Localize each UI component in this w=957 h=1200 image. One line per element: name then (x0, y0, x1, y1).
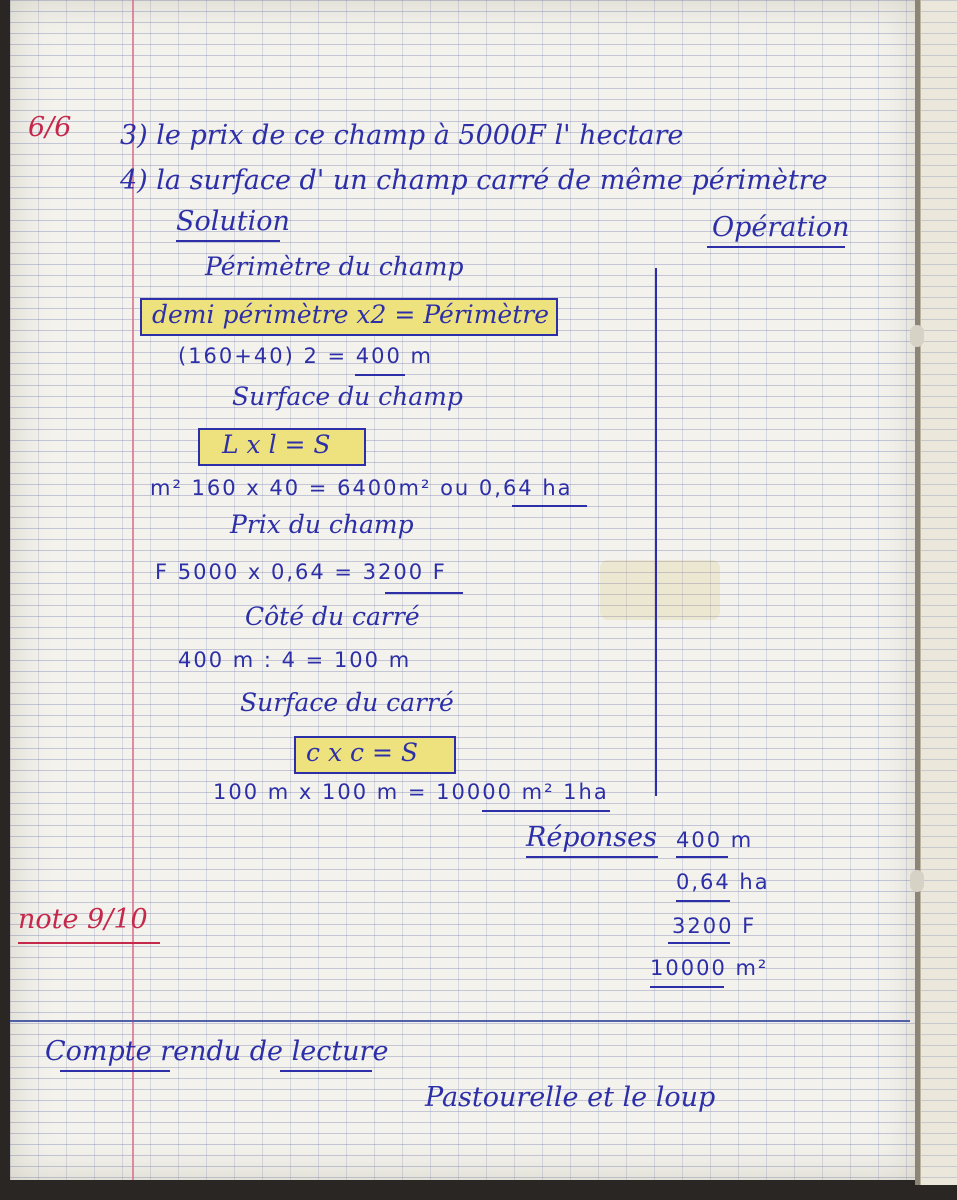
answer-1: 400 m (676, 828, 754, 852)
answer-underline (668, 942, 730, 944)
surface-title: Surface du champ (232, 382, 463, 411)
adjacent-page (919, 0, 957, 1185)
reading-title: Compte rendu de lecture (45, 1036, 389, 1067)
answer-4: 10000 m² (650, 956, 769, 980)
cote-calc: 400 m : 4 = 100 m (178, 648, 412, 672)
question-4: 4) la surface d' un champ carré de même périmètre (120, 165, 828, 196)
surface-calc: m² 160 x 40 = 6400m² ou 0,64 ha (150, 476, 573, 500)
grade-mark: 6/6 (28, 112, 72, 143)
reading-underline (60, 1070, 170, 1072)
perimetre-formula: demi périmètre x2 = Périmètre (152, 300, 550, 329)
answers-underline (526, 856, 658, 858)
column-divider (655, 268, 657, 796)
binding-hole (910, 325, 924, 347)
prix-title: Prix du champ (230, 510, 414, 539)
note-underline (18, 942, 160, 944)
result-underline (385, 592, 463, 594)
binding-hole (910, 870, 924, 892)
surface-formula: L x l = S (222, 430, 331, 459)
prix-calc: F 5000 x 0,64 = 3200 F (155, 560, 447, 584)
answer-3: 3200 F (672, 914, 757, 938)
section-separator (10, 1020, 910, 1022)
binding-edge (915, 0, 920, 1185)
perimetre-calc: (160+40) 2 = 400 m (178, 344, 433, 368)
perimetre-title: Périmètre du champ (205, 252, 464, 281)
answer-underline (650, 986, 724, 988)
answer-2: 0,64 ha (676, 870, 770, 894)
result-underline (355, 374, 405, 376)
answers-label: Réponses (526, 822, 657, 853)
surface-carre-calc: 100 m x 100 m = 10000 m² 1ha (213, 780, 609, 804)
operation-underline (707, 246, 845, 248)
cote-title: Côté du carré (245, 602, 420, 631)
note-grade: note 9/10 (18, 904, 148, 935)
paper-stain (600, 560, 720, 620)
surface-carre-formula: c x c = S (306, 738, 418, 767)
solution-heading: Solution (176, 206, 290, 237)
solution-underline (176, 240, 280, 242)
book-title: Pastourelle et le loup (425, 1082, 716, 1113)
operation-heading: Opération (712, 212, 850, 243)
surface-carre-title: Surface du carré (240, 688, 454, 717)
result-underline (512, 505, 587, 507)
reading-underline (280, 1070, 372, 1072)
question-3: 3) le prix de ce champ à 5000F l' hectare (120, 120, 684, 151)
result-underline (482, 810, 610, 812)
answer-underline (676, 856, 728, 858)
answer-underline (676, 900, 730, 902)
